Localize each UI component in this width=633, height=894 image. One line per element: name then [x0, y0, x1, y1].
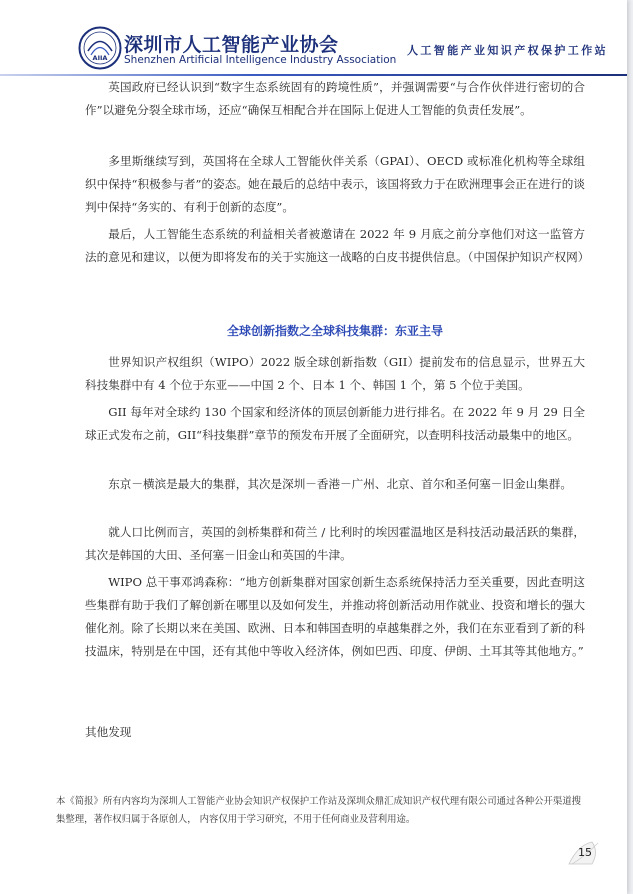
page-header — [0, 0, 627, 74]
article-paragraph: 就人口比例而言，英国的剑桥集群和荷兰 / 比利时的埃因霍温地区是科技活动最活跃的集群，其次是韩国的大田、圣何塞－旧金山和英国的牛津。 — [85, 525, 585, 562]
article-paragraph: WIPO 总干事邓鸿森称：“地方创新集群对国家创新生态系统保持活力至关重要，因此查明这些集群有助于我们了解创新在哪里以及如何发生，并推动将创新活动用作就业、投资和增长的强大催化剂。除了长期以来在美国、欧洲、日本和韩国查明的卓越集群之外，我们在东亚看到了新的科技温床，特别是在中国，还有其他中等收入经济体，例如巴西、印度、伊朗、土耳其等其他地方。” — [85, 575, 585, 658]
other-findings-heading: 其他发现 — [85, 725, 132, 739]
association-logo — [78, 26, 122, 70]
page-number: 15 — [578, 846, 592, 859]
article-paragraph: GII 每年对全球约 130 个国家和经济体的顶层创新能力进行排名。在 2022 年 9 月 29 日全球正式发布之前，GII“科技集群”章节的预发布开展了全面研究，以查明科技活动最集中的地区。 — [85, 405, 585, 442]
section-heading: 全球创新指数之全球科技集群：东亚主导 — [226, 324, 443, 338]
article-paragraph: 东京－横滨是最大的集群，其次是深圳－香港－广州、北京、首尔和圣何塞－旧金山集群。 — [108, 477, 572, 491]
org-name-english: Shenzhen Artificial Intelligence Industry Association — [124, 54, 397, 66]
workstation-title: 人工智能产业知识产权保护工作站 — [407, 44, 608, 57]
article-paragraph: 英国政府已经认识到“数字生态系统固有的跨境性质”，并强调需要“与合作伙伴进行密切的合作”以避免分裂全球市场，还应“确保互相配合并在国际上促进人工智能的负责任发展”。 — [85, 80, 585, 117]
logo-text: AIIA — [92, 54, 108, 62]
copyright-footer-note: 本《简报》所有内容均为深圳人工智能产业协会知识产权保护工作站及深圳众鼎汇成知识产权代理有限公司通过各种公开渠道搜集整理，著作权归属于各原创人， 内容仅用于学习研究，不用于任何商业及营利用途。 — [56, 796, 582, 825]
article-paragraph: 世界知识产权组织（WIPO）2022 版全球创新指数（GII）提前发布的信息显示，世界五大科技集群中有 4 个位于东亚——中国 2 个、日本 1 个、韩国 1 个，第 5 个位于美国。 — [85, 355, 585, 392]
org-name-chinese: 深圳市人工智能产业协会 — [124, 34, 339, 56]
article-paragraph: 多里斯继续写到，英国将在全球人工智能伙伴关系（GPAI）、OECD 或标准化机构等全球组织中保持“积极参与者”的姿态。她在最后的总结中表示，该国将致力于在欧洲理事会正在进行的谈判中保持“务实的、有利于创新的态度”。 — [85, 154, 585, 214]
article-paragraph: 最后，人工智能生态系统的利益相关者被邀请在 2022 年 9 月底之前分享他们对这一监管方法的意见和建议，以便为即将发布的关于实施这一战略的白皮书提供信息。（中国保护知识产权网） — [85, 227, 590, 264]
